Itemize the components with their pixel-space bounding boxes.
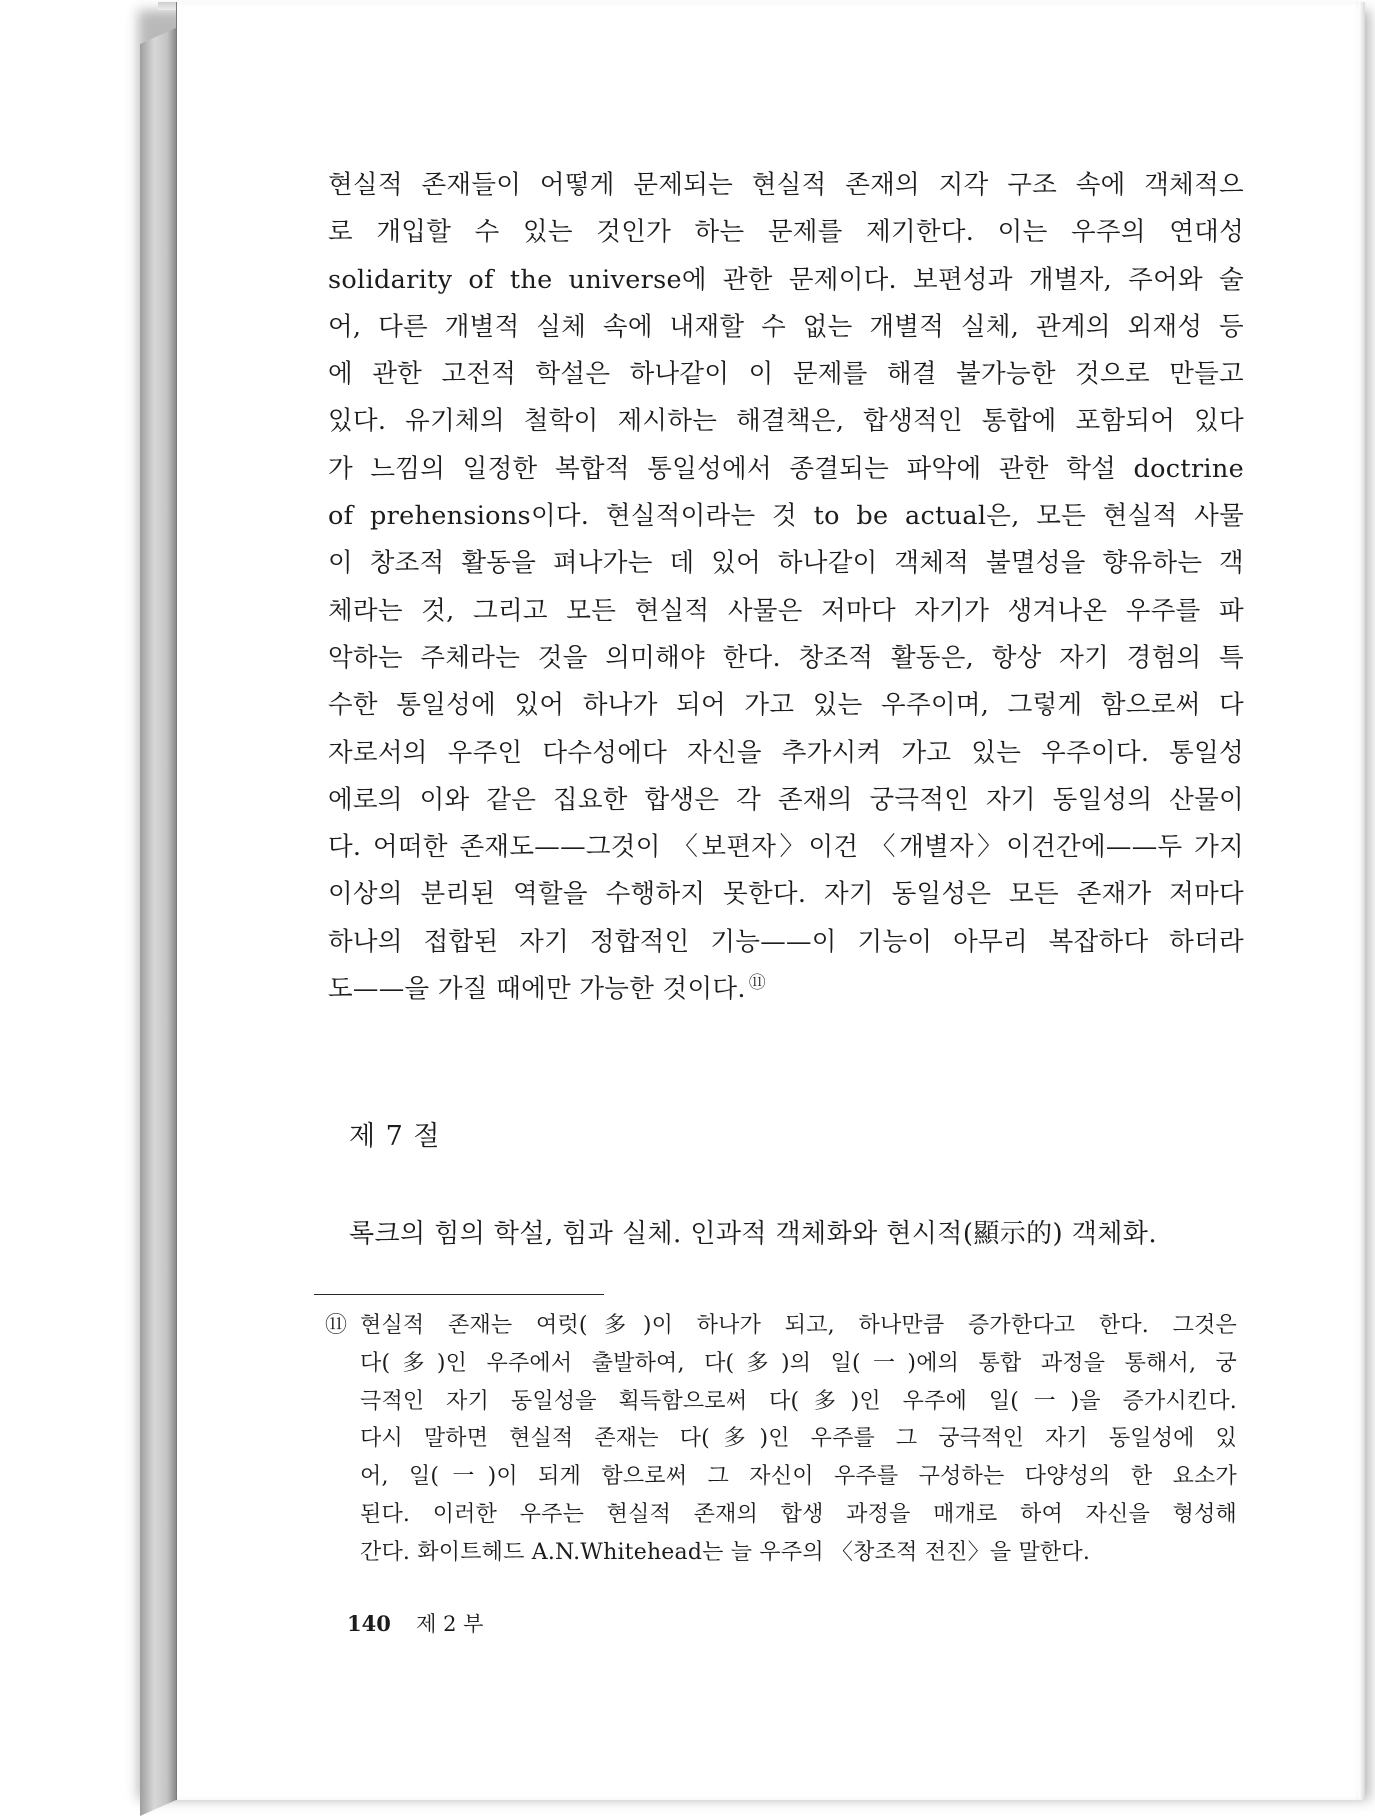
page-footer bbox=[347, 1608, 483, 1638]
footnote-line: 현실적 존재는 여럿(多)이 하나가 되고, 하나만큼 증가한다고 한다. 그것은 bbox=[360, 1313, 1237, 1338]
page-number: 140 bbox=[347, 1611, 391, 1636]
part-label: 제 2 부 bbox=[416, 1612, 484, 1636]
footnote-body bbox=[360, 1307, 1237, 1572]
body-line-text: 도——을 가질 때에만 가능한 것이다. bbox=[328, 974, 746, 1005]
body-line: 로 개입할 수 있는 것인가 하는 문제를 제기한다. 이는 우주의 연대성 bbox=[328, 217, 1244, 248]
book-spine bbox=[140, 28, 176, 1816]
footnote-line: 간다. 화이트헤드 A.N.Whitehead는 늘 우주의 〈창조적 전진〉을 말한다. bbox=[360, 1539, 1091, 1565]
footnote-reference: ⑪ bbox=[748, 972, 767, 993]
body-line: 체라는 것, 그리고 모든 현실적 사물은 저마다 자기가 생겨나온 우주를 파 bbox=[328, 595, 1244, 626]
body-paragraph bbox=[328, 162, 1244, 1013]
footnote-line: 다시 말하면 현실적 존재는 다(多)인 우주를 그 궁극적인 자기 동일성에 있 bbox=[360, 1426, 1237, 1452]
footnote-line: 된다. 이러한 우주는 현실적 존재의 합생 과정을 매개로 하여 자신을 형성해 bbox=[360, 1501, 1237, 1527]
section-heading: 제 7 절 bbox=[349, 1121, 441, 1152]
body-line: 악하는 주체라는 것을 의미해야 한다. 창조적 활동은, 항상 자기 경험의 특 bbox=[328, 642, 1244, 673]
footnote-number: ⑪ bbox=[325, 1313, 348, 1338]
page-edge bbox=[1359, 2, 1365, 1800]
body-line: 에로의 이와 같은 집요한 합생은 각 존재의 궁극적인 자기 동일성의 산물이 bbox=[328, 784, 1244, 815]
body-line: 자로서의 우주인 다수성에다 자신을 추가시켜 가고 있는 우주이다. 통일성 bbox=[328, 737, 1244, 768]
body-line: 있다. 유기체의 철학이 제시하는 해결책은, 합생적인 통합에 포함되어 있다 bbox=[328, 406, 1244, 437]
body-line: 하나의 접합된 자기 정합적인 기능——이 기능이 아무리 복잡하다 하더라 bbox=[328, 926, 1244, 957]
footnote-line: 극적인 자기 동일성을 획득함으로써 다(多)인 우주에 일(一)을 증가시킨다. bbox=[360, 1388, 1237, 1414]
body-line: of prehensions이다. 현실적이라는 것 to be actual은, 모든 현실적 사물 bbox=[328, 501, 1244, 532]
body-line: 에 관한 고전적 학설은 하나같이 이 문제를 해결 불가능한 것으로 만들고 bbox=[328, 359, 1244, 390]
book-page bbox=[176, 2, 1365, 1800]
body-line: 이상의 분리된 역할을 수행하지 못한다. 자기 동일성은 모든 존재가 저마다 bbox=[328, 879, 1244, 910]
footnote-divider bbox=[314, 1294, 604, 1295]
body-line: 어, 다른 개별적 실체 속에 내재할 수 없는 개별적 실체, 관계의 외재성 등 bbox=[328, 311, 1244, 342]
footnote bbox=[325, 1307, 1237, 1572]
footnote-line: 어, 일(一)이 되게 함으로써 그 자신이 우주를 구성하는 다양성의 한 요소가 bbox=[360, 1464, 1237, 1490]
body-line: 현실적 존재들이 어떻게 문제되는 현실적 존재의 지각 구조 속에 객체적으 bbox=[328, 170, 1244, 200]
body-line bbox=[328, 966, 1244, 1013]
section-summary: 록크의 힘의 학설, 힘과 실체. 인과적 객체화와 현시적(顯示的) 객체화. bbox=[349, 1219, 1157, 1249]
body-line: 수한 통일성에 있어 하나가 되어 가고 있는 우주이며, 그렇게 함으로써 다 bbox=[328, 690, 1244, 721]
footnote-line: 다(多)인 우주에서 출발하여, 다(多)의 일(一)에의 통합 과정을 통해서, 궁 bbox=[360, 1350, 1237, 1376]
body-line: solidarity of the universe에 관한 문제이다. 보편성과 개별자, 주어와 술 bbox=[328, 264, 1244, 295]
body-line: 가 느낌의 일정한 복합적 통일성에서 종결되는 파악에 관한 학설 doctrine bbox=[328, 453, 1244, 484]
body-line: 이 창조적 활동을 펴나가는 데 있어 하나같이 객체적 불멸성을 향유하는 객 bbox=[328, 548, 1244, 579]
body-line: 다. 어떠한 존재도——그것이 〈보편자〉이건 〈개별자〉이건간에——두 가지 bbox=[328, 832, 1244, 863]
